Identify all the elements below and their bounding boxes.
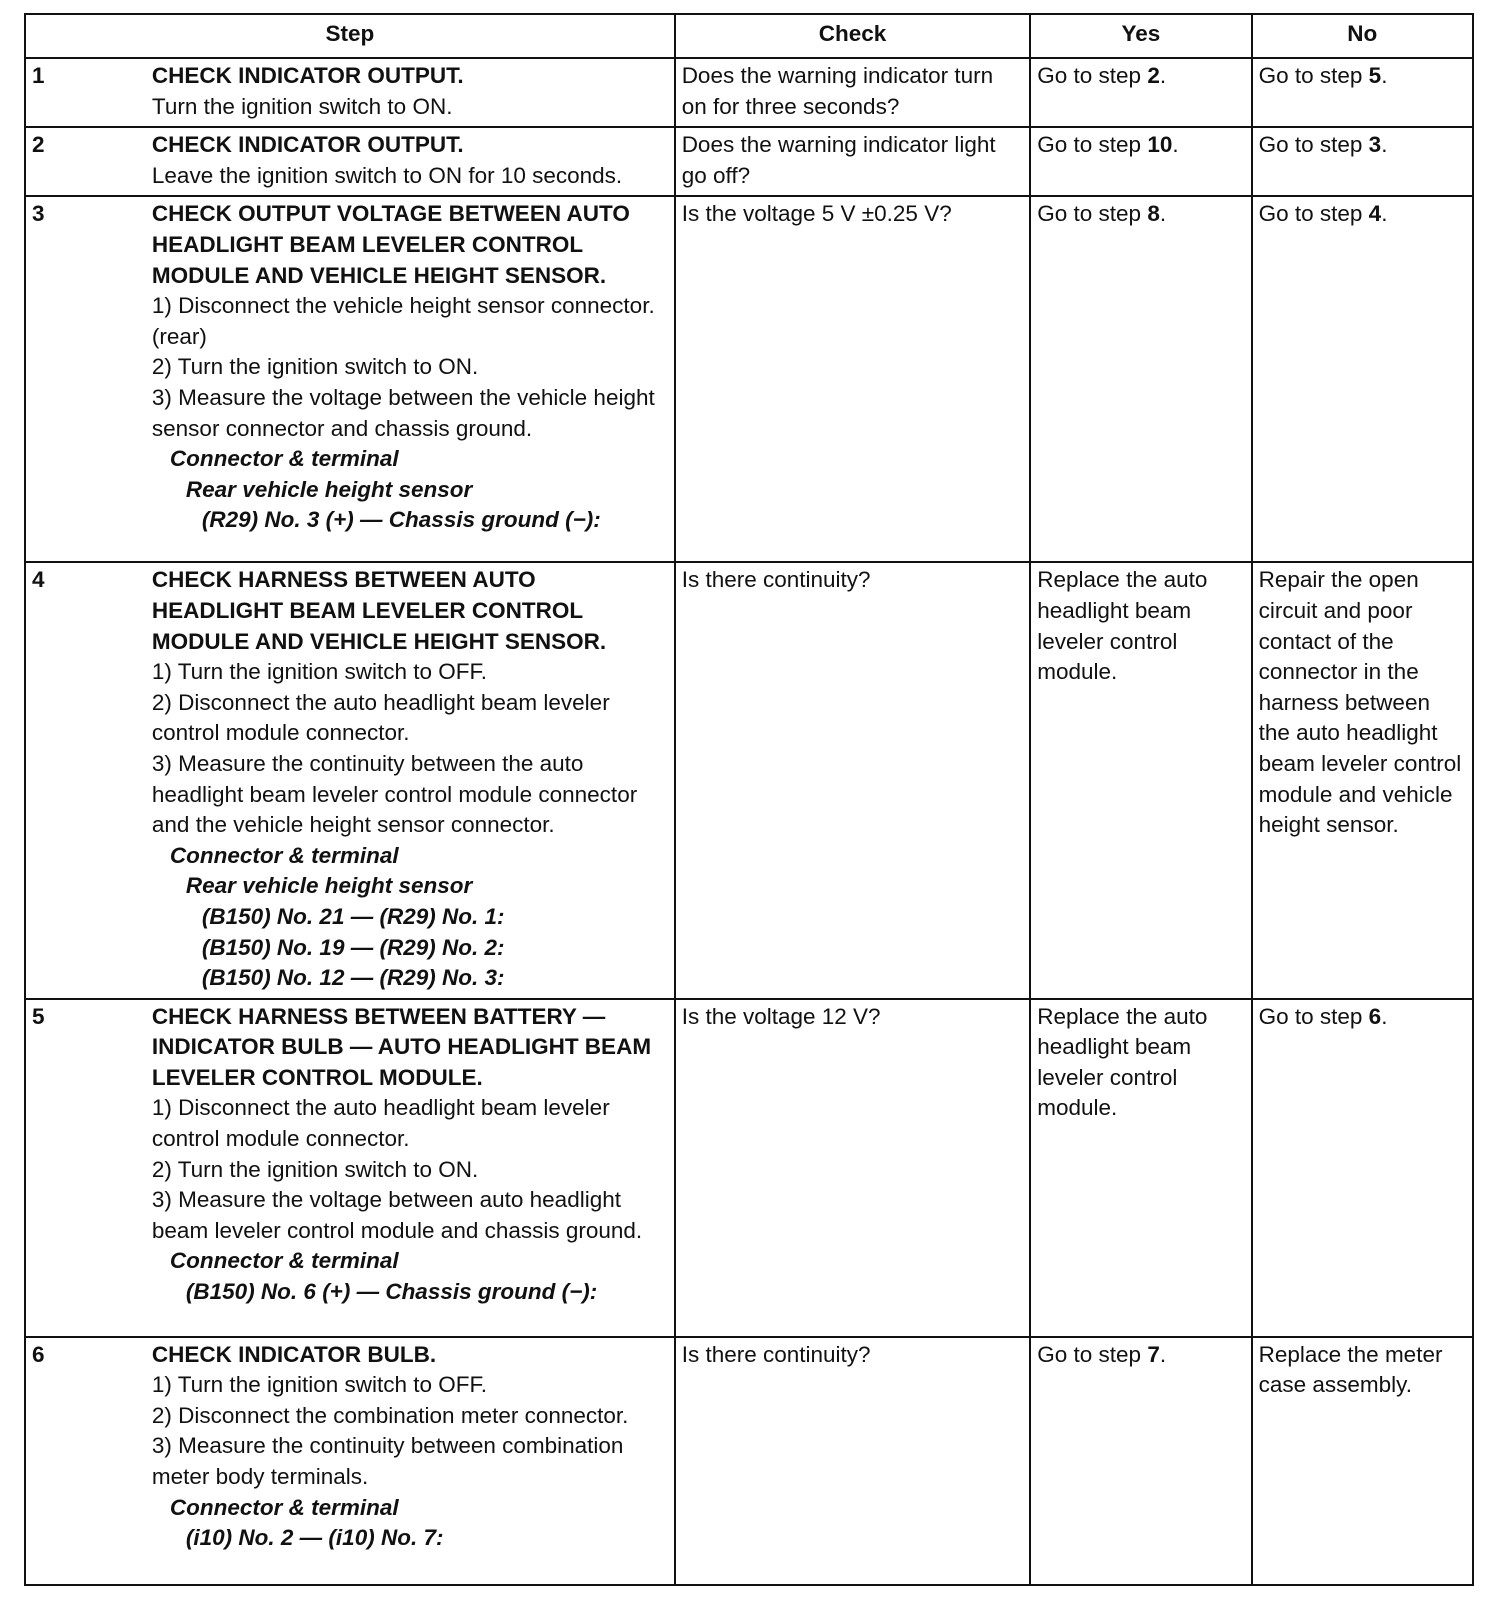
- no-suffix: .: [1381, 132, 1388, 158]
- table-row: [25, 1337, 1473, 1585]
- step-instruction: 1) Turn the ignition switch to OFF.: [151, 1372, 488, 1398]
- no-prefix: Go to step: [1258, 63, 1369, 88]
- yes-cell: [1030, 1337, 1251, 1585]
- connector-sensor: Rear vehicle height sensor: [185, 476, 473, 502]
- no-cell: [1252, 58, 1473, 127]
- step-cell: [146, 999, 675, 1337]
- step-instruction: Leave the ignition switch to ON for 10 seconds.: [151, 162, 623, 188]
- connector-terminal: (B150) No. 12 — (R29) No. 3:: [201, 965, 505, 991]
- yes-suffix: .: [1159, 1341, 1167, 1367]
- yes-prefix: Go to step: [1037, 132, 1148, 158]
- connector-heading: Connector & terminal: [169, 1494, 399, 1520]
- yes-prefix: Go to step: [1037, 1341, 1148, 1367]
- no-suffix: .: [1381, 201, 1388, 227]
- table-row: [25, 196, 1473, 562]
- step-instruction: 2) Turn the ignition switch to ON.: [151, 354, 479, 380]
- connector-heading: Connector & terminal: [169, 1248, 399, 1274]
- yes-step-number: 8: [1147, 201, 1160, 227]
- yes-cell: Replace the auto headlight beam leveler control module.: [1030, 562, 1251, 998]
- header-no: No: [1252, 14, 1473, 58]
- yes-step-number: 10: [1147, 132, 1173, 158]
- no-suffix: .: [1381, 63, 1388, 88]
- connector-terminal: (i10) No. 2 — (i10) No. 7:: [185, 1525, 444, 1551]
- connector-heading: Connector & terminal: [169, 842, 399, 868]
- step-title: CHECK OUTPUT VOLTAGE BETWEEN AUTO HEADLIGHT BEAM LEVELER CONTROL MODULE AND VEHICLE HEIGHT SENSOR.: [151, 201, 630, 288]
- step-instruction: 3) Measure the continuity between combination meter body terminals.: [151, 1433, 624, 1490]
- step-instruction: 2) Disconnect the auto headlight beam leveler control module connector.: [151, 689, 610, 746]
- check-cell: Does the warning indicator turn on for three seconds?: [675, 58, 1031, 127]
- check-cell: Is the voltage 5 V ±0.25 V?: [675, 196, 1031, 562]
- connector-heading: Connector & terminal: [169, 446, 399, 472]
- yes-cell: Replace the auto headlight beam leveler control module.: [1030, 999, 1251, 1337]
- no-suffix: .: [1381, 1003, 1388, 1029]
- step-instruction: 3) Measure the voltage between the vehicle height sensor connector and chassis ground.: [151, 384, 655, 441]
- step-number: 5: [25, 999, 146, 1337]
- header-yes: Yes: [1030, 14, 1251, 58]
- step-title: CHECK HARNESS BETWEEN BATTERY — INDICATOR BULB — AUTO HEADLIGHT BEAM LEVELER CONTROL MODULE.: [151, 1003, 652, 1090]
- header-step: Step: [25, 14, 675, 58]
- step-cell: [146, 127, 675, 196]
- yes-cell: [1030, 196, 1251, 562]
- connector-terminal: (B150) No. 19 — (R29) No. 2:: [201, 934, 505, 960]
- step-title: CHECK HARNESS BETWEEN AUTO HEADLIGHT BEAM LEVELER CONTROL MODULE AND VEHICLE HEIGHT SENSOR.: [151, 567, 607, 654]
- table-row: [25, 58, 1473, 127]
- connector-sensor: Rear vehicle height sensor: [185, 873, 473, 899]
- step-title: CHECK INDICATOR BULB.: [151, 1341, 437, 1367]
- no-cell: [1252, 127, 1473, 196]
- header-check: Check: [675, 14, 1031, 58]
- no-step-number: 5: [1368, 63, 1382, 88]
- no-step-number: 6: [1368, 1003, 1382, 1029]
- check-cell: Is the voltage 12 V?: [675, 999, 1031, 1337]
- no-prefix: Go to step: [1258, 1003, 1369, 1029]
- step-number: 1: [25, 58, 146, 127]
- no-prefix: Go to step: [1258, 201, 1369, 227]
- yes-prefix: Go to step: [1037, 63, 1148, 88]
- yes-cell: [1030, 58, 1251, 127]
- step-number: 3: [25, 196, 146, 562]
- yes-suffix: .: [1159, 201, 1167, 227]
- no-cell: Replace the meter case assembly.: [1252, 1337, 1473, 1585]
- step-cell: [146, 196, 675, 562]
- check-cell: Does the warning indicator light go off?: [675, 127, 1031, 196]
- yes-step-number: 2: [1147, 63, 1160, 88]
- step-instruction: 1) Turn the ignition switch to OFF.: [151, 659, 488, 685]
- step-instruction: 3) Measure the continuity between the auto headlight beam leveler control module connector and the vehicle height sensor connector.: [151, 750, 638, 838]
- step-instruction: 1) Disconnect the vehicle height sensor connector. (rear): [151, 293, 655, 349]
- step-title: CHECK INDICATOR OUTPUT.: [151, 132, 464, 158]
- no-cell: Repair the open circuit and poor contact of the connector in the harness between the auto headlight beam leveler control module and vehicle height sensor.: [1252, 562, 1473, 998]
- check-cell: Is there continuity?: [675, 562, 1031, 998]
- no-cell: [1252, 999, 1473, 1337]
- step-instruction: 3) Measure the voltage between auto headlight beam leveler control module and chassis ground.: [151, 1187, 643, 1243]
- yes-step-number: 7: [1147, 1341, 1160, 1367]
- yes-cell: [1030, 127, 1251, 196]
- yes-prefix: Go to step: [1037, 201, 1148, 227]
- step-instruction: 2) Disconnect the combination meter connector.: [151, 1402, 629, 1428]
- yes-suffix: .: [1172, 132, 1179, 158]
- table-row: [25, 999, 1473, 1337]
- yes-suffix: .: [1159, 63, 1167, 88]
- table-row: [25, 127, 1473, 196]
- step-number: 4: [25, 562, 146, 998]
- step-number: 6: [25, 1337, 146, 1585]
- step-cell: [146, 562, 675, 998]
- step-cell: [146, 1337, 675, 1585]
- connector-terminal: (B150) No. 21 — (R29) No. 1:: [201, 903, 505, 929]
- no-step-number: 4: [1368, 201, 1382, 227]
- connector-terminal: (B150) No. 6 (+) — Chassis ground (−):: [185, 1279, 598, 1305]
- step-title: CHECK INDICATOR OUTPUT.: [151, 63, 464, 88]
- no-prefix: Go to step: [1258, 132, 1369, 158]
- diagnostic-table: [24, 13, 1474, 1586]
- step-instruction: 1) Disconnect the auto headlight beam leveler control module connector.: [151, 1095, 610, 1152]
- connector-terminal: (R29) No. 3 (+) — Chassis ground (−):: [201, 507, 601, 533]
- no-cell: [1252, 196, 1473, 562]
- table-row: [25, 562, 1473, 998]
- step-cell: [146, 58, 675, 127]
- step-instruction: 2) Turn the ignition switch to ON.: [151, 1156, 479, 1182]
- check-cell: Is there continuity?: [675, 1337, 1031, 1585]
- no-step-number: 3: [1368, 132, 1382, 158]
- step-number: 2: [25, 127, 146, 196]
- header-row: [25, 14, 1473, 58]
- step-instruction: Turn the ignition switch to ON.: [151, 93, 453, 119]
